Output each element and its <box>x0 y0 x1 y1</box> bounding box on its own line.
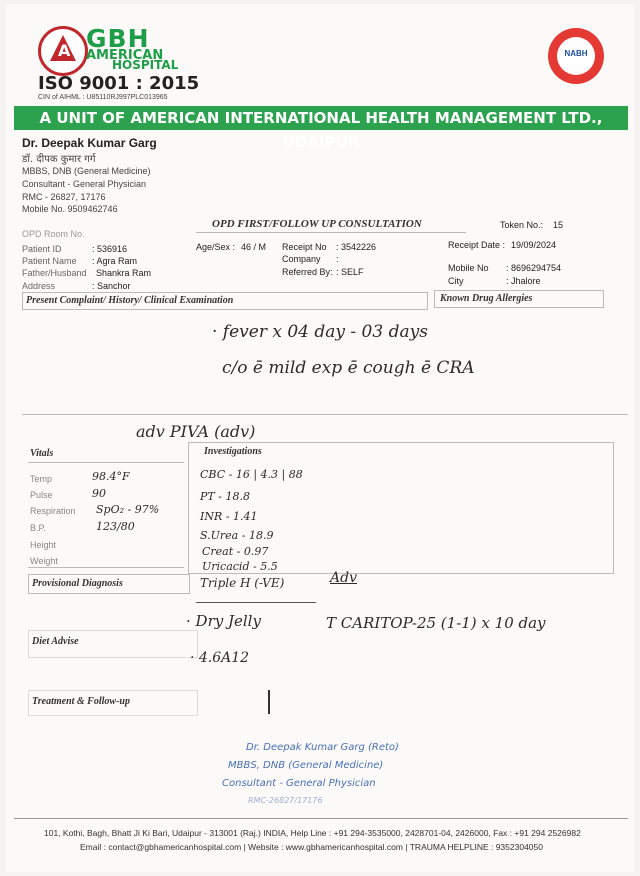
stamp-line-3: Consultant - General Physician <box>222 778 376 789</box>
doctor-name: Dr. Deepak Kumar Garg <box>22 136 157 150</box>
patient-id-label: Patient ID <box>22 244 62 254</box>
token-label: Token No.: <box>500 220 544 230</box>
complaint-line-2: c/o ē mild exp ē cough ē CRA <box>222 358 475 378</box>
patient-name: : Agra Ram <box>92 256 138 266</box>
patient-mobile: : 8696294754 <box>506 263 562 273</box>
footer-contact: Email : contact@gbhamericanhospital.com | Website : www.gbhamericanhospital.com | TRAUMA HELPLINE : 9352304050 <box>80 842 543 852</box>
agesex-value: 46 / M <box>241 242 267 252</box>
patient-city: : Jhalore <box>506 276 541 286</box>
bp-value: 123/80 <box>96 520 135 533</box>
stamp-line-2: MBBS, DNB (General Medicine) <box>228 760 384 771</box>
patient-id: : 536916 <box>92 244 128 254</box>
brand-gbh: GBH <box>86 24 150 53</box>
receipt-label: Receipt No <box>282 242 327 252</box>
receipt-date: 19/09/2024 <box>511 240 557 250</box>
doctor-rmc: RMC - 26827, 17176 <box>22 192 106 202</box>
iso-certification: ISO 9001 : 2015 <box>38 73 200 94</box>
doctor-qualification: MBBS, DNB (General Medicine) <box>22 166 151 176</box>
hospital-logo-icon: A <box>38 26 88 76</box>
company-label: Company <box>282 254 321 264</box>
temp-label: Temp <box>30 474 53 484</box>
mobile-label: Mobile No <box>448 263 489 273</box>
stamp-line-1: Dr. Deepak Kumar Garg (Reto) <box>246 742 399 753</box>
resp-label: Respiration <box>30 506 76 516</box>
complaint-line-1: · fever x 04 day - 03 days <box>212 322 428 342</box>
referred-label: Referred By: <box>282 267 333 277</box>
inv-uricacid: Uricacid - 5.5 <box>202 560 278 573</box>
brand-american: AMERICAN <box>86 48 164 63</box>
advice-line: adv PIVA (adv) <box>136 422 256 441</box>
consultation-title: OPD FIRST/FOLLOW UP CONSULTATION <box>212 218 422 230</box>
brand-hospital: HOSPITAL <box>112 58 179 72</box>
patient-name-label: Patient Name <box>22 256 77 266</box>
adv-rx-label: Adv <box>330 570 357 586</box>
temp-value: 98.4°F <box>92 470 130 483</box>
rx-line: T CARITOP-25 (1-1) x 10 day <box>326 614 546 632</box>
token-number: 15 <box>553 220 564 230</box>
referred-value: : SELF <box>336 267 364 277</box>
cin-number: CIN of AIHML : U85110RJ997PLC013965 <box>38 94 168 101</box>
allergies-header: Known Drug Allergies <box>440 293 533 304</box>
doctor-name-hindi: डॉ. दीपक कुमार गर्ग <box>22 154 96 165</box>
investigations-header: Investigations <box>204 446 262 457</box>
city-label: City <box>448 276 464 286</box>
pulse-label: Pulse <box>30 490 53 500</box>
inv-pt: PT - 18.8 <box>200 490 250 503</box>
inv-urea: S.Urea - 18.9 <box>200 529 274 542</box>
company-value: : <box>336 254 339 264</box>
company-banner: A UNIT OF AMERICAN INTERNATIONAL HEALTH MANAGEMENT LTD., UDAIPUR <box>14 106 628 130</box>
diet-line-2: · 4.6A12 <box>190 650 250 666</box>
opd-room-label: OPD Room No. <box>22 229 85 239</box>
doctor-designation: Consultant - General Physician <box>22 179 147 189</box>
inv-inr: INR - 1.41 <box>200 510 258 523</box>
diagnosis-value: Triple H (-VE) <box>200 576 285 590</box>
resp-value: SpO₂ - 97% <box>96 503 160 516</box>
nabh-seal-icon: NABH <box>548 28 604 84</box>
pulse-value: 90 <box>92 487 106 500</box>
pen-stroke <box>268 690 270 714</box>
receipt-number: : 3542226 <box>336 242 377 252</box>
diet-line-1: · Dry Jelly <box>186 612 261 630</box>
receipt-date-label: Receipt Date : <box>448 240 506 250</box>
footer-address: 101, Kothi, Bagh, Bhatt Ji Ki Bari, Udaipur - 313001 (Raj.) INDIA, Help Line : +91 294-3535000, 2428701-04, 2426000, Fax : +91 294 2526982 <box>44 828 581 838</box>
diagnosis-header: Provisional Diagnosis <box>32 578 123 589</box>
address-label: Address <box>22 281 56 291</box>
height-label: Height <box>30 540 57 550</box>
patient-address: : Sanchor <box>92 281 131 291</box>
treatment-header: Treatment & Follow-up <box>32 696 130 707</box>
complaint-header: Present Complaint/ History/ Clinical Examination <box>26 295 234 306</box>
father-label: Father/Husband <box>22 268 87 278</box>
vitals-header: Vitals <box>30 448 54 459</box>
doctor-mobile: Mobile No. 9509462746 <box>22 204 118 214</box>
inv-creat: Creat - 0.97 <box>202 545 269 558</box>
weight-label: Weight <box>30 556 58 566</box>
stamp-line-4: RMC-26827/17176 <box>248 796 323 805</box>
inv-cbc: CBC - 16 | 4.3 | 88 <box>200 468 303 481</box>
agesex-label: Age/Sex : <box>196 242 236 252</box>
father-name: Shankra Ram <box>96 268 152 278</box>
diet-header: Diet Advise <box>32 636 79 647</box>
bp-label: B.P. <box>30 523 46 533</box>
